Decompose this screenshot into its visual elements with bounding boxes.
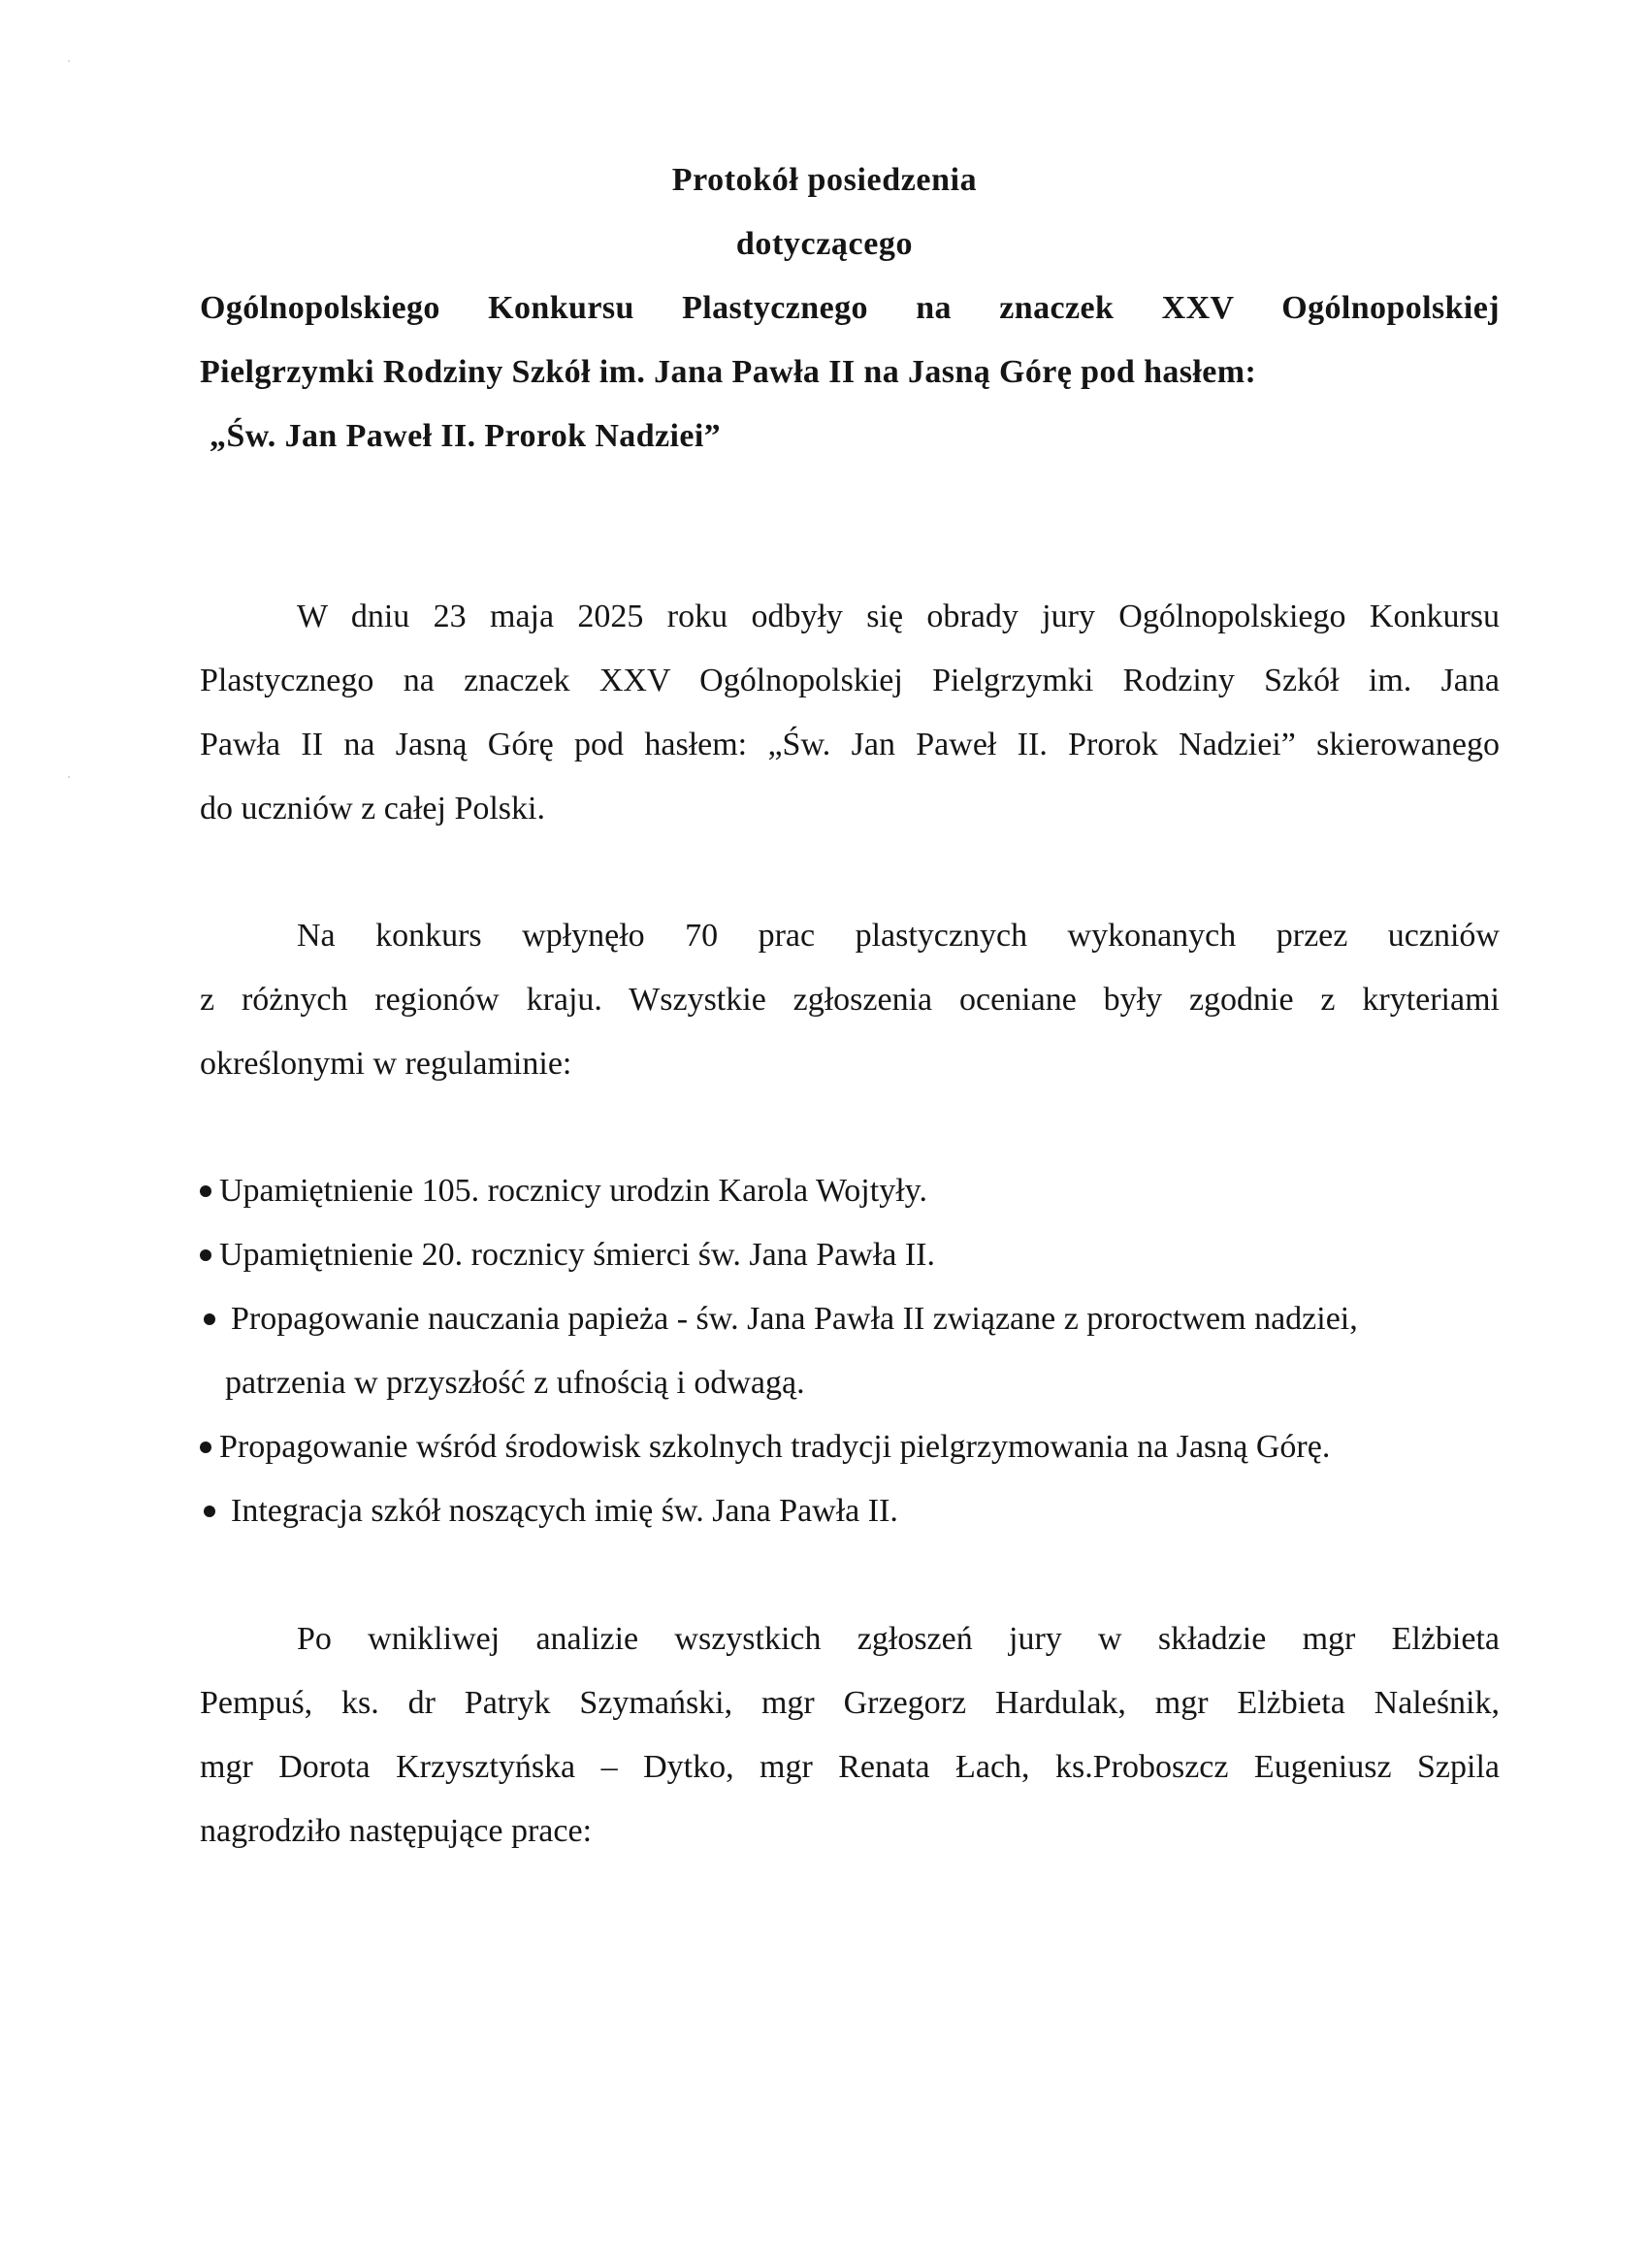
contest-title-line: Ogólnopolskiego Konkursu Plastycznego na znaczek XXV Ogólnopolskiej — [200, 290, 1500, 326]
bullet-icon — [200, 1185, 211, 1197]
protocol-subheading: dotyczącego — [735, 226, 914, 262]
bullet-icon — [204, 1313, 215, 1325]
paragraph-line: z różnych regionów kraju. Wszystkie zgłoszenia oceniane były zgodnie z kryteriami — [200, 982, 1500, 1018]
paragraph-jury-verdict — [200, 1607, 1500, 1863]
bullet-icon — [200, 1442, 211, 1453]
criteria-list-item — [200, 1287, 1500, 1415]
criteria-list-item — [200, 1159, 1500, 1223]
criteria-list-item — [200, 1223, 1500, 1287]
contest-title-line: Pielgrzymki Rodziny Szkół im. Jana Pawła II na Jasną Górę pod hasłem: — [200, 354, 1257, 390]
paragraph-line: W dniu 23 maja 2025 roku odbyły się obrady jury Ogólnopolskiego Konkursu — [297, 599, 1500, 634]
contest-title — [200, 276, 1500, 469]
protocol-heading: Protokół posiedzenia — [671, 162, 978, 198]
criteria-list-item — [200, 1479, 1500, 1543]
paragraph-line: mgr Dorota Krzysztyńska – Dytko, mgr Renata Łach, ks.Proboszcz Eugeniusz Szpila — [200, 1749, 1500, 1785]
paragraph-submissions — [200, 904, 1500, 1096]
criteria-list — [200, 1159, 1500, 1543]
paragraph-line: do uczniów z całej Polski. — [200, 791, 545, 826]
contest-motto: „Św. Jan Paweł II. Prorok Nadziei” — [210, 418, 722, 454]
paragraph-line: nagrodziło następujące prace: — [200, 1813, 593, 1849]
criteria-text: Upamiętnienie 20. rocznicy śmierci św. Jana Pawła II. — [219, 1237, 935, 1273]
criteria-text: Upamiętnienie 105. rocznicy urodzin Karola Wojtyły. — [219, 1173, 927, 1209]
paragraph-jury-meeting — [200, 585, 1500, 841]
paragraph-line: Po wnikliwej analizie wszystkich zgłoszeń jury w składzie mgr Elżbieta — [297, 1621, 1500, 1657]
criteria-list-item — [200, 1415, 1500, 1479]
paragraph-line: Pawła II na Jasną Górę pod hasłem: „Św. Jan Paweł II. Prorok Nadziei” skierowanego — [200, 727, 1500, 762]
scan-speck — [68, 776, 70, 778]
criteria-text: Propagowanie nauczania papieża - św. Jana Pawła II związane z proroctwem nadziei, — [231, 1301, 1358, 1337]
paragraph-line: określonymi w regulaminie: — [200, 1046, 572, 1082]
paragraph-line: Pempuś, ks. dr Patryk Szymański, mgr Grzegorz Hardulak, mgr Elżbieta Naleśnik, — [200, 1685, 1500, 1721]
criteria-text: Propagowanie wśród środowisk szkolnych tradycji pielgrzymowania na Jasną Górę. — [219, 1429, 1331, 1465]
bullet-icon — [204, 1506, 215, 1517]
criteria-text: Integracja szkół noszących imię św. Jana Pawła II. — [231, 1493, 898, 1529]
bullet-icon — [200, 1249, 211, 1261]
paragraph-line: Na konkurs wpłynęło 70 prac plastycznych wykonanych przez uczniów — [297, 918, 1500, 954]
scan-speck — [68, 60, 70, 62]
paragraph-line: Plastycznego na znaczek XXV Ogólnopolskiej Pielgrzymki Rodziny Szkół im. Jana — [200, 663, 1500, 698]
criteria-text-continuation: patrzenia w przyszłość z ufnością i odwagą. — [225, 1365, 805, 1401]
